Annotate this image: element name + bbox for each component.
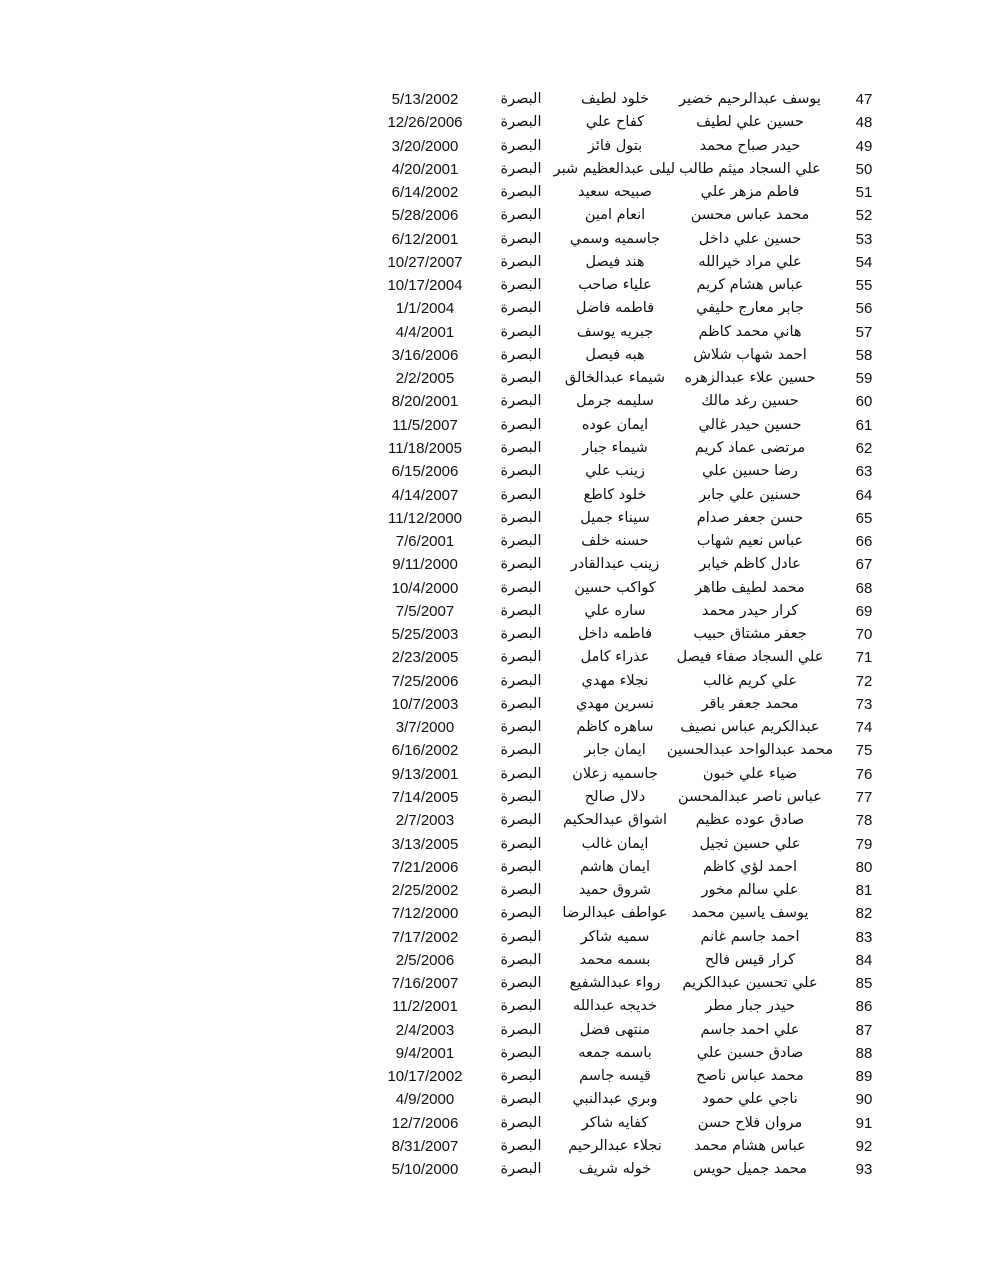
record-city: البصرة <box>500 742 542 759</box>
record-number: 69 <box>855 602 873 620</box>
record-number: 56 <box>855 300 873 318</box>
record-mother-name: ساره علي <box>584 602 646 619</box>
record-mother-name: هبه فيصل <box>585 346 645 363</box>
record-birth-date: 4/14/2007 <box>391 486 459 504</box>
record-row <box>360 484 900 507</box>
record-row <box>360 1135 900 1158</box>
record-name: يوسف ياسين محمد <box>691 905 809 922</box>
record-row <box>360 879 900 902</box>
record-number: 85 <box>855 975 873 993</box>
record-mother-name: كواكب حسين <box>574 579 656 596</box>
record-row <box>360 739 900 762</box>
record-name: حيدر جبار مطر <box>705 998 795 1015</box>
record-number: 81 <box>855 882 873 900</box>
record-name: علي تحسين عبدالكريم <box>682 975 818 992</box>
record-number: 78 <box>855 812 873 830</box>
record-name: عباس هشام محمد <box>694 1137 806 1154</box>
record-row <box>360 88 900 111</box>
record-mother-name: ايمان غالب <box>581 835 649 852</box>
record-city: البصرة <box>500 416 542 433</box>
record-mother-name: خوله شريف <box>578 1161 652 1178</box>
record-mother-name: خلود لطيف <box>580 91 650 107</box>
record-birth-date: 6/15/2006 <box>391 463 459 481</box>
record-birth-date: 7/21/2006 <box>391 858 459 876</box>
record-birth-date: 10/7/2003 <box>391 695 459 713</box>
record-mother-name: شيماء جبار <box>582 439 648 456</box>
record-number: 59 <box>855 370 873 388</box>
record-birth-date: 9/11/2000 <box>392 556 458 574</box>
record-name: علي احمد جاسم <box>700 1021 800 1038</box>
record-name: علي كريم غالب <box>702 672 797 689</box>
record-name: عادل كاظم خيابر <box>699 556 801 573</box>
record-number: 83 <box>855 928 873 946</box>
record-name: يوسف عبدالرحيم خضير <box>679 91 821 107</box>
record-row <box>360 693 900 716</box>
record-name: فاطم مزهر علي <box>700 184 800 201</box>
record-city: البصرة <box>500 602 542 619</box>
record-name: علي مراد خيرالله <box>698 253 802 270</box>
record-name: حسين علي لطيف <box>696 114 804 131</box>
record-mother-name: حسنه خلف <box>581 533 649 550</box>
record-birth-date: 10/4/2000 <box>391 579 459 597</box>
record-row <box>360 251 900 274</box>
record-number: 70 <box>855 626 873 644</box>
record-mother-name: زينب علي <box>585 463 645 480</box>
record-name: مروان فلاح حسن <box>697 1114 803 1131</box>
record-birth-date: 2/4/2003 <box>395 1021 455 1039</box>
record-row <box>360 646 900 669</box>
record-number: 75 <box>855 742 873 760</box>
record-birth-date: 9/13/2001 <box>391 765 459 783</box>
record-row <box>360 972 900 995</box>
record-city: البصرة <box>500 1068 542 1085</box>
record-birth-date: 11/12/2000 <box>388 509 462 527</box>
record-city: البصرة <box>500 300 542 317</box>
record-name: حسين رغد مالك <box>701 393 799 410</box>
record-city: البصرة <box>500 788 542 805</box>
record-name: هاني محمد كاظم <box>698 323 802 340</box>
record-birth-date: 6/12/2001 <box>391 230 459 248</box>
record-mother-name: كفاح علي <box>585 114 645 131</box>
record-row <box>360 158 900 181</box>
record-name: ضياء علي خبون <box>702 765 798 782</box>
record-mother-name: سليمه جرمل <box>576 393 654 410</box>
record-mother-name: قيسه جاسم <box>579 1068 651 1085</box>
record-city: البصرة <box>500 928 542 945</box>
record-city: البصرة <box>500 556 542 573</box>
record-birth-date: 11/18/2005 <box>388 439 462 457</box>
record-mother-name: هند فيصل <box>585 253 645 270</box>
record-birth-date: 3/20/2000 <box>391 137 459 155</box>
record-mother-name: زينب عبدالقادر <box>570 556 660 573</box>
record-mother-name: رواء عبدالشفيع <box>569 975 661 992</box>
record-birth-date: 5/13/2002 <box>391 91 459 108</box>
record-name: محمد جميل حويس <box>692 1161 808 1178</box>
record-mother-name: صبيحه سعيد <box>578 184 652 201</box>
record-city: البصرة <box>500 184 542 201</box>
record-city: البصرة <box>500 672 542 689</box>
record-name: مرتضى عماد كريم <box>694 439 806 456</box>
record-mother-name: خلود كاطع <box>583 486 647 503</box>
record-number: 65 <box>855 509 873 527</box>
record-name: محمد جعفر باقر <box>701 695 799 712</box>
record-number: 76 <box>855 765 873 783</box>
record-row <box>360 553 900 576</box>
record-name: محمد عباس محسن <box>690 207 810 224</box>
record-row <box>360 600 900 623</box>
record-name: حيدر صباح محمد <box>699 137 801 154</box>
record-birth-date: 7/12/2000 <box>391 905 459 923</box>
record-number: 63 <box>855 463 873 481</box>
record-city: البصرة <box>500 393 542 410</box>
record-birth-date: 8/20/2001 <box>391 393 459 411</box>
record-name: جعفر مشتاق حبيب <box>693 626 807 643</box>
record-name: علي السجاد صفاء فيصل <box>676 649 824 666</box>
record-city: البصرة <box>500 137 542 154</box>
record-birth-date: 7/16/2007 <box>391 975 459 993</box>
record-row <box>360 763 900 786</box>
record-birth-date: 5/28/2006 <box>391 207 459 225</box>
record-city: البصرة <box>500 626 542 643</box>
record-city: البصرة <box>500 486 542 503</box>
record-birth-date: 2/23/2005 <box>391 649 459 667</box>
record-birth-date: 7/6/2001 <box>395 533 455 551</box>
record-row <box>360 135 900 158</box>
record-row <box>360 204 900 227</box>
record-row <box>360 507 900 530</box>
record-number: 89 <box>855 1068 873 1086</box>
record-name: حسين حيدر غالي <box>698 416 802 433</box>
record-number: 68 <box>855 579 873 597</box>
record-row <box>360 716 900 739</box>
record-name: محمد عباس ناصح <box>696 1068 804 1085</box>
record-row <box>360 995 900 1018</box>
record-city: البصرة <box>500 114 542 131</box>
record-name: حسن جعفر صدام <box>696 509 804 526</box>
record-row <box>360 530 900 553</box>
record-birth-date: 10/17/2004 <box>387 277 463 295</box>
record-birth-date: 10/27/2007 <box>387 253 463 271</box>
record-birth-date: 2/5/2006 <box>395 951 455 969</box>
record-name: ناجي علي حمود <box>702 1091 798 1108</box>
record-birth-date: 4/9/2000 <box>395 1091 455 1109</box>
record-name: صادق حسين علي <box>696 1044 804 1061</box>
record-row <box>360 181 900 204</box>
record-name: علي السجاد ميثم طالب <box>679 160 821 177</box>
record-number: 82 <box>855 905 873 923</box>
record-city: البصرة <box>500 1021 542 1038</box>
record-mother-name: كفايه شاكر <box>581 1114 649 1131</box>
record-mother-name: منتهى فضل <box>579 1021 651 1038</box>
record-mother-name: جبريه يوسف <box>576 323 654 340</box>
record-number: 55 <box>855 277 873 295</box>
record-name: علي حسين ثجيل <box>699 835 801 852</box>
record-name: محمد عبدالواحد عبدالحسين <box>666 742 834 759</box>
record-birth-date: 5/25/2003 <box>391 626 459 644</box>
record-mother-name: سميه شاكر <box>580 928 650 945</box>
record-city: البصرة <box>500 835 542 852</box>
record-mother-name: جاسميه وسمي <box>569 230 661 247</box>
record-number: 51 <box>855 184 873 202</box>
record-row <box>360 390 900 413</box>
record-city: البصرة <box>500 649 542 666</box>
record-row <box>360 1065 900 1088</box>
record-mother-name: خديجه عبدالله <box>572 998 657 1015</box>
record-city: البصرة <box>500 91 542 107</box>
record-number: 90 <box>855 1091 873 1109</box>
record-row <box>360 670 900 693</box>
record-mother-name: اشواق عبدالحكيم <box>562 812 668 829</box>
record-row <box>360 414 900 437</box>
record-number: 66 <box>855 533 873 551</box>
record-number: 93 <box>855 1161 873 1179</box>
record-row <box>360 111 900 134</box>
record-name: عباس ناصر عبدالمحسن <box>678 788 822 805</box>
record-birth-date: 2/2/2005 <box>395 370 455 388</box>
record-mother-name: عذراء كامل <box>580 649 650 666</box>
record-mother-name: شيماء عبدالخالق <box>564 370 666 387</box>
record-number: 87 <box>855 1021 873 1039</box>
record-number: 47 <box>855 91 873 108</box>
record-mother-name: نجلاء مهدي <box>581 672 649 689</box>
record-birth-date: 8/31/2007 <box>391 1137 459 1155</box>
record-birth-date: 6/16/2002 <box>391 742 459 760</box>
record-birth-date: 7/5/2007 <box>395 602 455 620</box>
record-name: كرار حيدر محمد <box>701 602 799 619</box>
record-number: 72 <box>855 672 873 690</box>
record-birth-date: 4/20/2001 <box>391 160 459 178</box>
record-row <box>360 228 900 251</box>
record-name: كرار قيس فالح <box>704 951 796 968</box>
record-city: البصرة <box>500 975 542 992</box>
record-name: عبدالكريم عباس نصيف <box>680 719 820 736</box>
record-number: 48 <box>855 114 873 132</box>
record-birth-date: 11/5/2007 <box>392 416 458 434</box>
record-city: البصرة <box>500 230 542 247</box>
record-birth-date: 11/2/2001 <box>392 998 458 1016</box>
record-mother-name: دلال صالح <box>584 788 646 805</box>
record-city: البصرة <box>500 1137 542 1154</box>
record-row <box>360 274 900 297</box>
record-city: البصرة <box>500 463 542 480</box>
record-number: 57 <box>855 323 873 341</box>
record-birth-date: 1/1/2004 <box>395 300 455 318</box>
record-number: 53 <box>855 230 873 248</box>
record-city: البصرة <box>500 346 542 363</box>
record-row <box>360 786 900 809</box>
record-number: 79 <box>855 835 873 853</box>
record-mother-name: ايمان عوده <box>581 416 649 433</box>
record-row <box>360 367 900 390</box>
record-name: علي سالم مخور <box>701 882 799 899</box>
record-mother-name: عواطف عبدالرضا <box>562 905 668 922</box>
record-number: 52 <box>855 207 873 225</box>
record-mother-name: جاسميه زعلان <box>572 765 658 782</box>
record-row <box>360 577 900 600</box>
record-birth-date: 3/13/2005 <box>391 835 459 853</box>
record-number: 61 <box>855 416 873 434</box>
record-birth-date: 7/25/2006 <box>391 672 459 690</box>
record-name: احمد لؤي كاظم <box>703 858 797 875</box>
record-city: البصرة <box>500 812 542 829</box>
record-row <box>360 1158 900 1181</box>
record-birth-date: 6/14/2002 <box>391 184 459 202</box>
record-city: البصرة <box>500 998 542 1015</box>
record-number: 62 <box>855 439 873 457</box>
record-birth-date: 5/10/2000 <box>391 1161 459 1179</box>
record-name: احمد شهاب شلاش <box>693 346 807 363</box>
record-row <box>360 809 900 832</box>
record-number: 77 <box>855 788 873 806</box>
record-name: حسنين علي جابر <box>699 486 801 503</box>
record-city: البصرة <box>500 951 542 968</box>
record-number: 86 <box>855 998 873 1016</box>
record-number: 71 <box>855 649 873 667</box>
record-number: 60 <box>855 393 873 411</box>
record-number: 67 <box>855 556 873 574</box>
record-birth-date: 9/4/2001 <box>395 1044 455 1062</box>
record-mother-name: فاطمه داخل <box>577 626 653 643</box>
record-number: 74 <box>855 719 873 737</box>
record-city: البصرة <box>500 1114 542 1131</box>
record-mother-name: شروق حميد <box>578 882 652 899</box>
record-number: 50 <box>855 160 873 178</box>
record-city: البصرة <box>500 882 542 899</box>
record-city: البصرة <box>500 370 542 387</box>
record-mother-name: ليلى عبدالعظيم شبر <box>553 160 675 177</box>
record-name: عباس هشام كريم <box>696 277 804 294</box>
record-name: عباس نعيم شهاب <box>696 533 804 550</box>
record-birth-date: 7/14/2005 <box>391 788 459 806</box>
record-number: 84 <box>855 951 873 969</box>
record-city: البصرة <box>500 765 542 782</box>
record-number: 64 <box>855 486 873 504</box>
record-city: البصرة <box>500 1044 542 1061</box>
record-mother-name: وبري عبدالنبي <box>572 1091 658 1108</box>
record-mother-name: بتول فائز <box>587 137 643 154</box>
record-city: البصرة <box>500 323 542 340</box>
record-number: 92 <box>855 1137 873 1155</box>
record-number: 73 <box>855 695 873 713</box>
record-row <box>360 1088 900 1111</box>
record-number: 80 <box>855 858 873 876</box>
record-birth-date: 2/25/2002 <box>391 882 459 900</box>
record-row <box>360 1112 900 1135</box>
record-city: البصرة <box>500 905 542 922</box>
record-city: البصرة <box>500 533 542 550</box>
record-mother-name: ايمان جابر <box>584 742 646 759</box>
record-row <box>360 437 900 460</box>
record-number: 54 <box>855 253 873 271</box>
record-city: البصرة <box>500 253 542 270</box>
record-number: 88 <box>855 1044 873 1062</box>
record-number: 49 <box>855 137 873 155</box>
record-name: احمد جاسم غانم <box>700 928 800 945</box>
record-mother-name: سيناء جميل <box>580 509 650 526</box>
record-birth-date: 3/16/2006 <box>391 346 459 364</box>
record-mother-name: ايمان هاشم <box>580 858 650 875</box>
record-mother-name: نسرين مهدي <box>575 695 655 712</box>
record-birth-date: 2/7/2003 <box>395 812 455 830</box>
record-birth-date: 3/7/2000 <box>395 719 455 737</box>
record-city: البصرة <box>500 277 542 294</box>
record-name: رضا حسين علي <box>702 463 798 480</box>
record-city: البصرة <box>500 1161 542 1178</box>
record-mother-name: انعام امين <box>584 207 646 224</box>
record-birth-date: 12/26/2006 <box>387 114 463 132</box>
record-row <box>360 902 900 925</box>
record-mother-name: فاطمه فاضل <box>575 300 655 317</box>
record-row <box>360 623 900 646</box>
record-mother-name: باسمه جمعه <box>578 1044 652 1061</box>
record-name: جابر معارج حليفي <box>696 300 804 317</box>
record-row <box>360 949 900 972</box>
record-row <box>360 321 900 344</box>
record-row <box>360 1019 900 1042</box>
record-city: البصرة <box>500 695 542 712</box>
record-mother-name: نجلاء عبدالرحيم <box>568 1137 662 1154</box>
record-city: البصرة <box>500 207 542 224</box>
record-city: البصرة <box>500 509 542 526</box>
record-row <box>360 856 900 879</box>
record-birth-date: 10/17/2002 <box>387 1068 463 1086</box>
record-city: البصرة <box>500 579 542 596</box>
record-row <box>360 460 900 483</box>
record-row <box>360 833 900 856</box>
record-name: حسين علي داخل <box>698 230 802 247</box>
record-city: البصرة <box>500 719 542 736</box>
record-number: 58 <box>855 346 873 364</box>
record-name: صادق عوده عظيم <box>695 812 805 829</box>
record-birth-date: 4/4/2001 <box>395 323 455 341</box>
record-city: البصرة <box>500 858 542 875</box>
records-list <box>360 88 900 1181</box>
record-city: البصرة <box>500 439 542 456</box>
record-name: حسين علاء عبدالزهره <box>684 370 816 387</box>
record-birth-date: 7/17/2002 <box>391 928 459 946</box>
record-mother-name: بسمه محمد <box>579 951 651 968</box>
record-city: البصرة <box>500 1091 542 1108</box>
record-mother-name: ساهره كاظم <box>576 719 654 736</box>
record-row <box>360 297 900 320</box>
record-name: محمد لطيف طاهر <box>695 579 805 596</box>
record-city: البصرة <box>500 160 542 177</box>
record-number: 91 <box>855 1114 873 1132</box>
record-row <box>360 926 900 949</box>
record-mother-name: علياء صاحب <box>578 277 652 294</box>
record-row <box>360 344 900 367</box>
record-birth-date: 12/7/2006 <box>391 1114 459 1132</box>
record-row <box>360 1042 900 1065</box>
